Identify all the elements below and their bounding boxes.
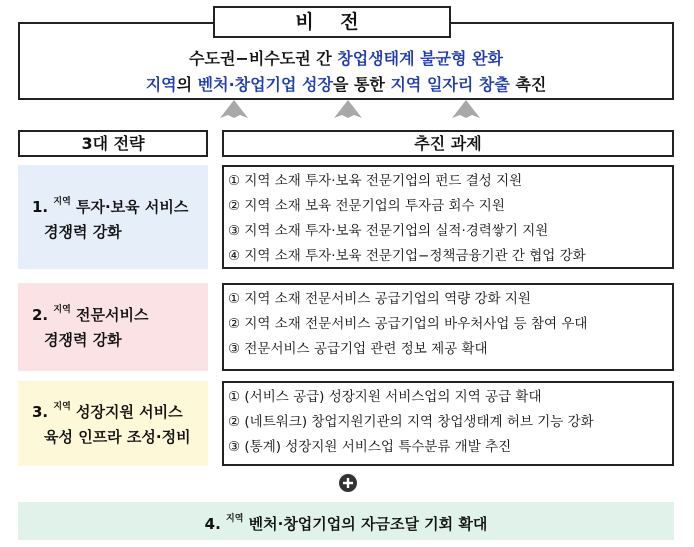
task-item: ① 지역 소재 투자·보육 전문기업의 펀드 결성 지원 — [228, 173, 523, 189]
strategy-2-tasks — [222, 283, 674, 371]
task-item: ③ 전문서비스 공급기업 관련 정보 제공 확대 — [228, 341, 488, 357]
task-item: ① 지역 소재 전문서비스 공급기업의 역량 강화 지원 — [228, 291, 531, 307]
task-item: ② 지역 소재 전문서비스 공급기업의 바우처사업 등 참여 우대 — [228, 316, 588, 332]
task-item: ② 지역 소재 보육 전문기업의 투자금 회수 지원 — [228, 198, 505, 214]
tasks-header: 추진 과제 — [222, 130, 674, 157]
strategy-header: 3대 전략 — [18, 130, 208, 157]
up-arrow-icon — [220, 100, 248, 118]
up-arrow-icon — [334, 100, 362, 118]
task-item: ③ 지역 소재 투자·보육 전문기업의 실적·경력쌓기 지원 — [228, 223, 549, 239]
strategy-3-tasks — [222, 381, 674, 466]
task-item: ① (서비스 공급) 성장지원 서비스업의 지역 공급 확대 — [228, 389, 542, 405]
vision-line-2: 지역의 벤처·창업기업 성장을 통한 지역 일자리 창출 촉진 — [145, 75, 547, 94]
strategy-1: 1. $^{지역}$ 투자·보육 서비스 경쟁력 강화 — [18, 165, 208, 269]
task-item: ② (네트워크) 창업지원기관의 지역 창업생태계 허브 기능 강화 — [228, 414, 594, 430]
task-item: ④ 지역 소재 투자·보육 전문기업−정책금융기관 간 협업 강화 — [228, 248, 586, 264]
plus-circle-icon — [339, 474, 357, 492]
strategy-4: 4. $^{지역}$ 벤처·창업기업의 자금조달 기회 확대 — [18, 502, 674, 540]
strategy-3: 3. $^{지역}$ 성장지원 서비스 육성 인프라 조성·정비 — [18, 381, 208, 466]
up-arrow-icon — [452, 100, 480, 118]
vision-line-1: 수도권−비수도권 간 창업생태계 불균형 완화 — [189, 49, 503, 68]
vision-title: 비 전 — [213, 6, 451, 38]
strategy-2: 2. $^{지역}$ 전문서비스 경쟁력 강화 — [18, 283, 208, 371]
strategy-1-tasks — [222, 165, 674, 269]
task-item: ③ (통계) 성장지원 서비스업 특수분류 개발 추진 — [228, 439, 512, 455]
